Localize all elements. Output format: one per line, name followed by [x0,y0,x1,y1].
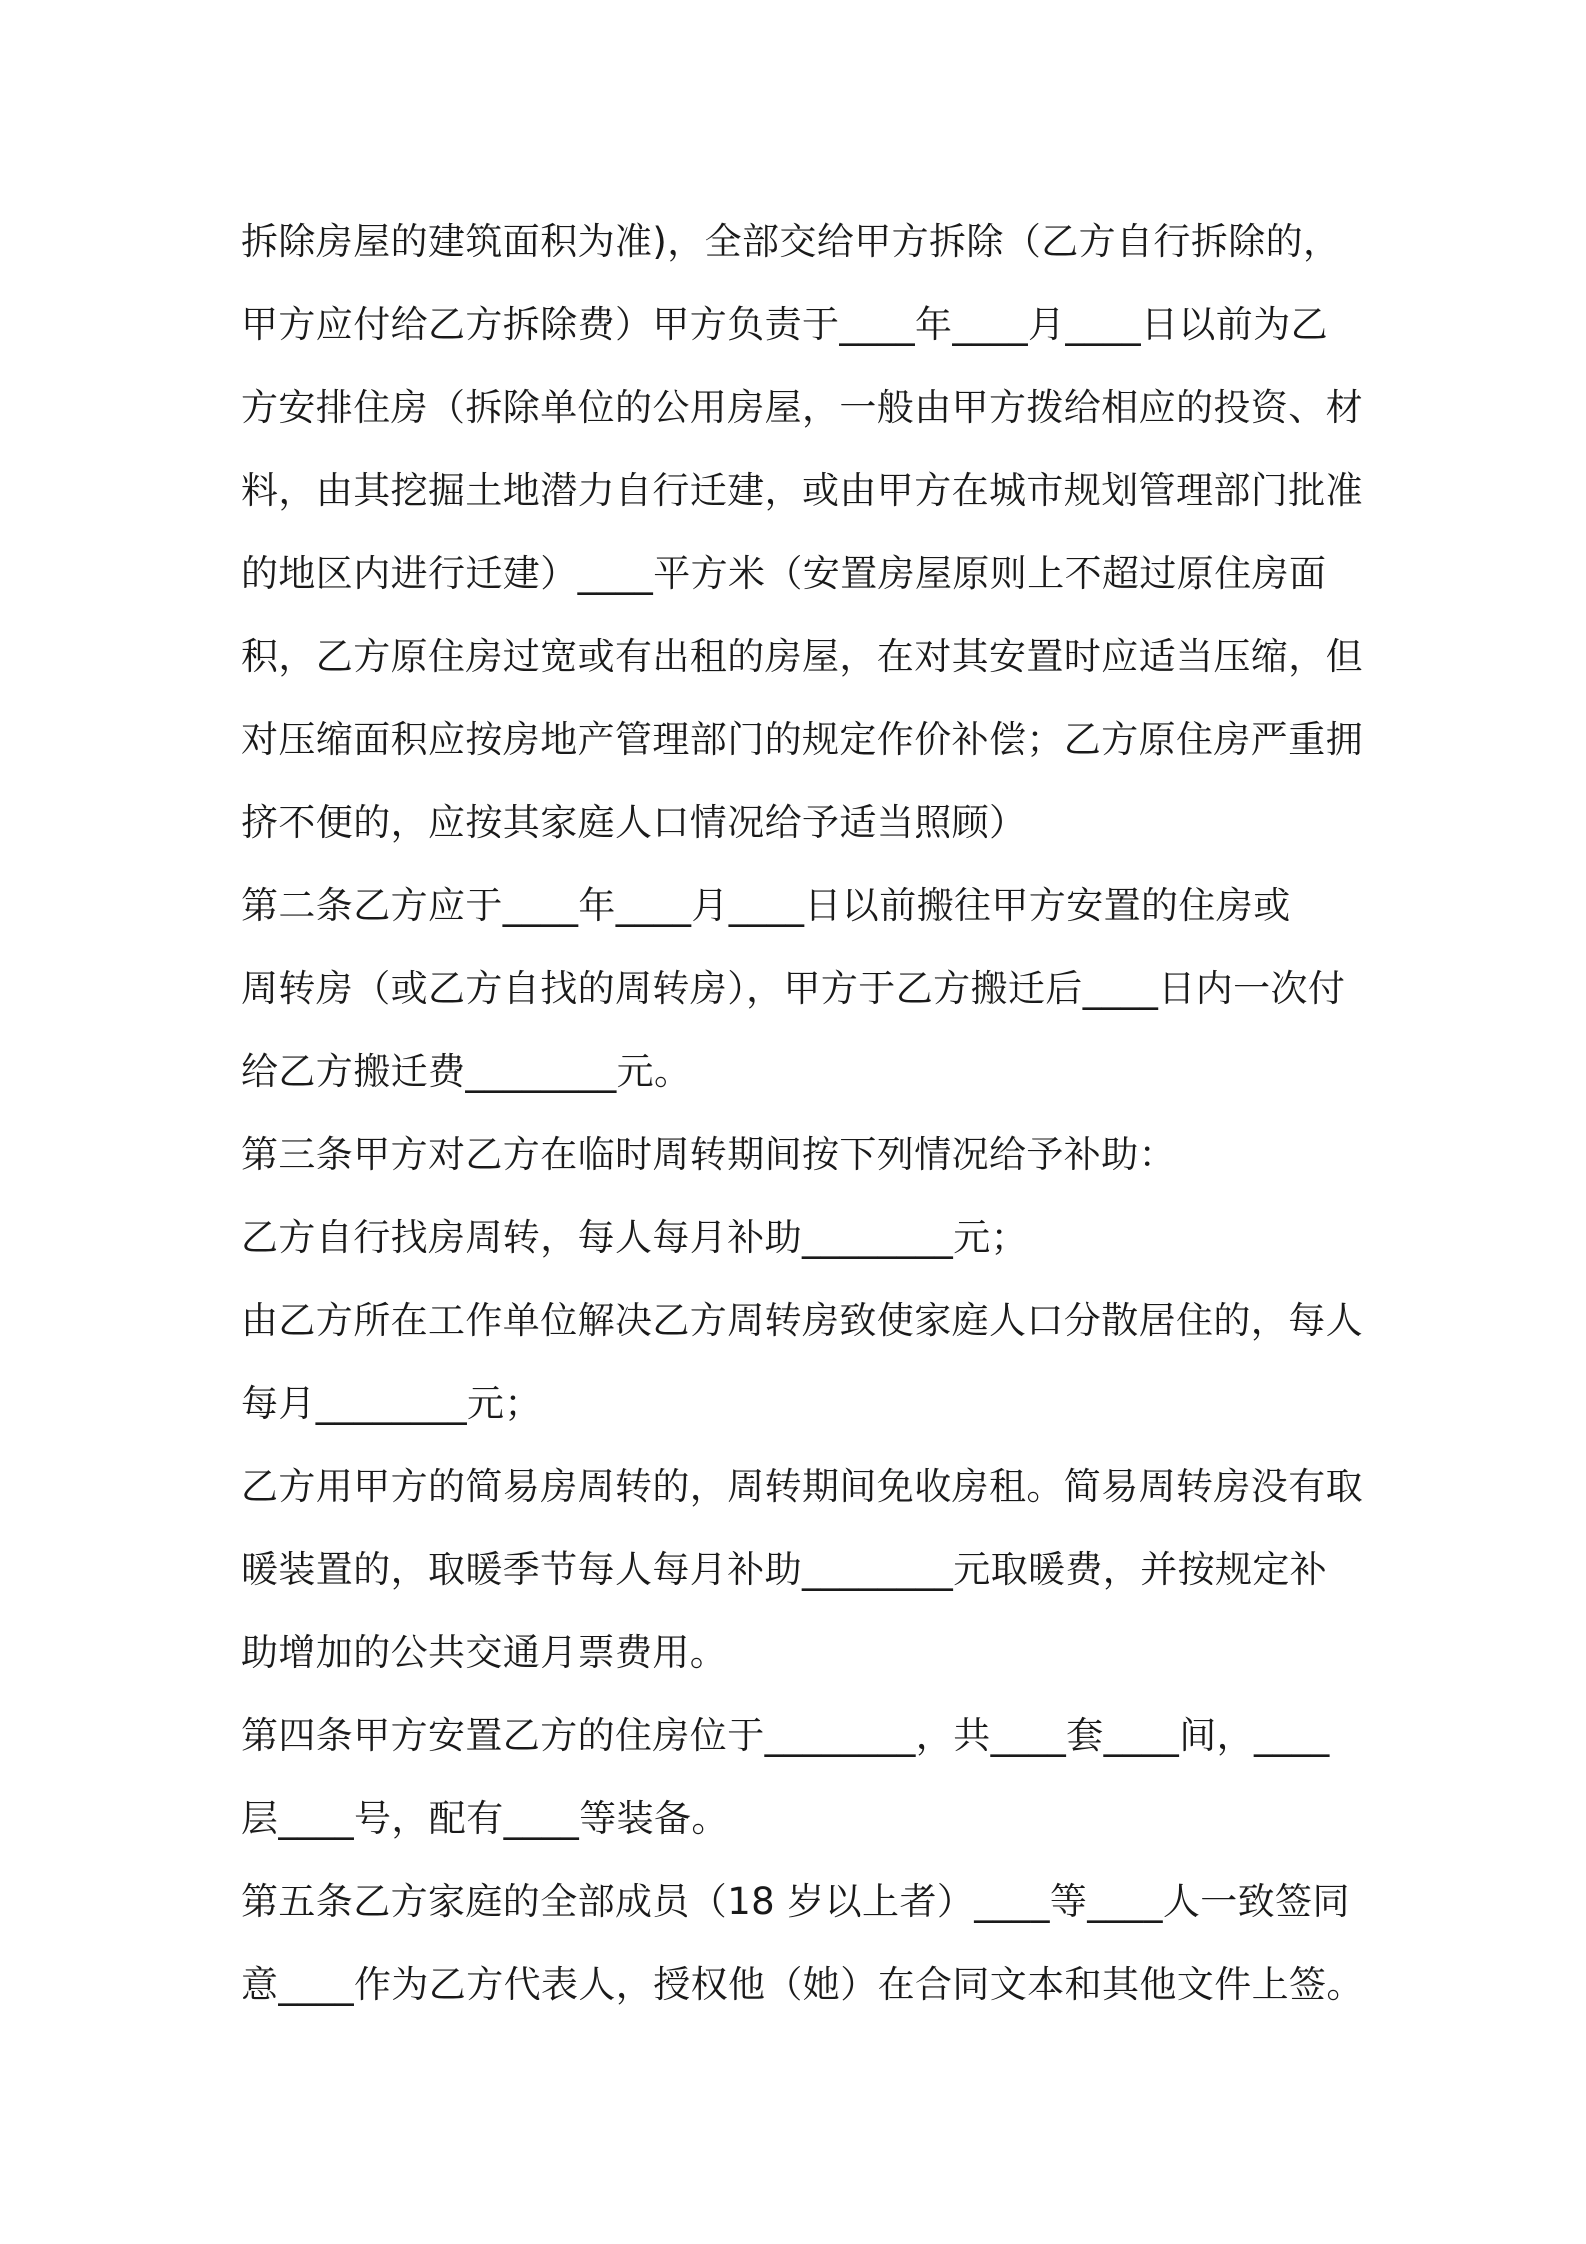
article-4-line: 第四条甲方安置乙方的住房位于________，共____套____间，____ [241,1714,1330,1757]
text-line: 乙方用甲方的简易房周转的，周转期间免收房租。简易周转房没有取 [241,1465,1363,1508]
text-line: 挤不便的，应按其家庭人口情况给予适当照顾） [241,801,1027,844]
text-line: 对压缩面积应按房地产管理部门的规定作价补偿；乙方原住房严重拥 [241,718,1363,761]
text-line: 料，由其挖掘土地潜力自行迁建，或由甲方在城市规划管理部门批准 [241,469,1363,512]
text-line: 的地区内进行迁建）____平方米（安置房屋原则上不超过原住房面 [241,552,1327,595]
text-line: 甲方应付给乙方拆除费）甲方负责于____年____月____日以前为乙 [241,303,1328,346]
text-line: 拆除房屋的建筑面积为准)，全部交给甲方拆除（乙方自行拆除的， [241,220,1341,263]
text-line: 暖装置的，取暖季节每人每月补助________元取暖费，并按规定补 [241,1548,1328,1591]
text-line: 意____作为乙方代表人，授权他（她）在合同文本和其他文件上签。 [241,1963,1364,2006]
text-line: 助增加的公共交通月票费用。 [241,1631,728,1674]
text-line: 每月________元； [241,1382,542,1425]
text-line: 周转房（或乙方自找的周转房），甲方于乙方搬迁后____日内一次付 [241,967,1346,1010]
text-line: 方安排住房（拆除单位的公用房屋，一般由甲方拨给相应的投资、材 [241,386,1363,429]
text-line: 由乙方所在工作单位解决乙方周转房致使家庭人口分散居住的，每人 [241,1299,1363,1342]
article-2-line: 第二条乙方应于____年____月____日以前搬往甲方安置的住房或 [241,884,1291,927]
text-line: 积，乙方原住房过宽或有出租的房屋，在对其安置时应适当压缩，但 [241,635,1363,678]
contract-body [241,200,1364,2026]
article-3-line: 第三条甲方对乙方在临时周转期间按下列情况给予补助： [241,1133,1176,1176]
text-line: 层____号，配有____等装备。 [241,1797,729,1840]
text-line: 乙方自行找房周转，每人每月补助________元； [241,1216,1028,1259]
article-5-line: 第五条乙方家庭的全部成员（18 岁以上者）____等____人一致签同 [241,1880,1350,1923]
text-line: 给乙方搬迁费________元。 [241,1050,692,1093]
